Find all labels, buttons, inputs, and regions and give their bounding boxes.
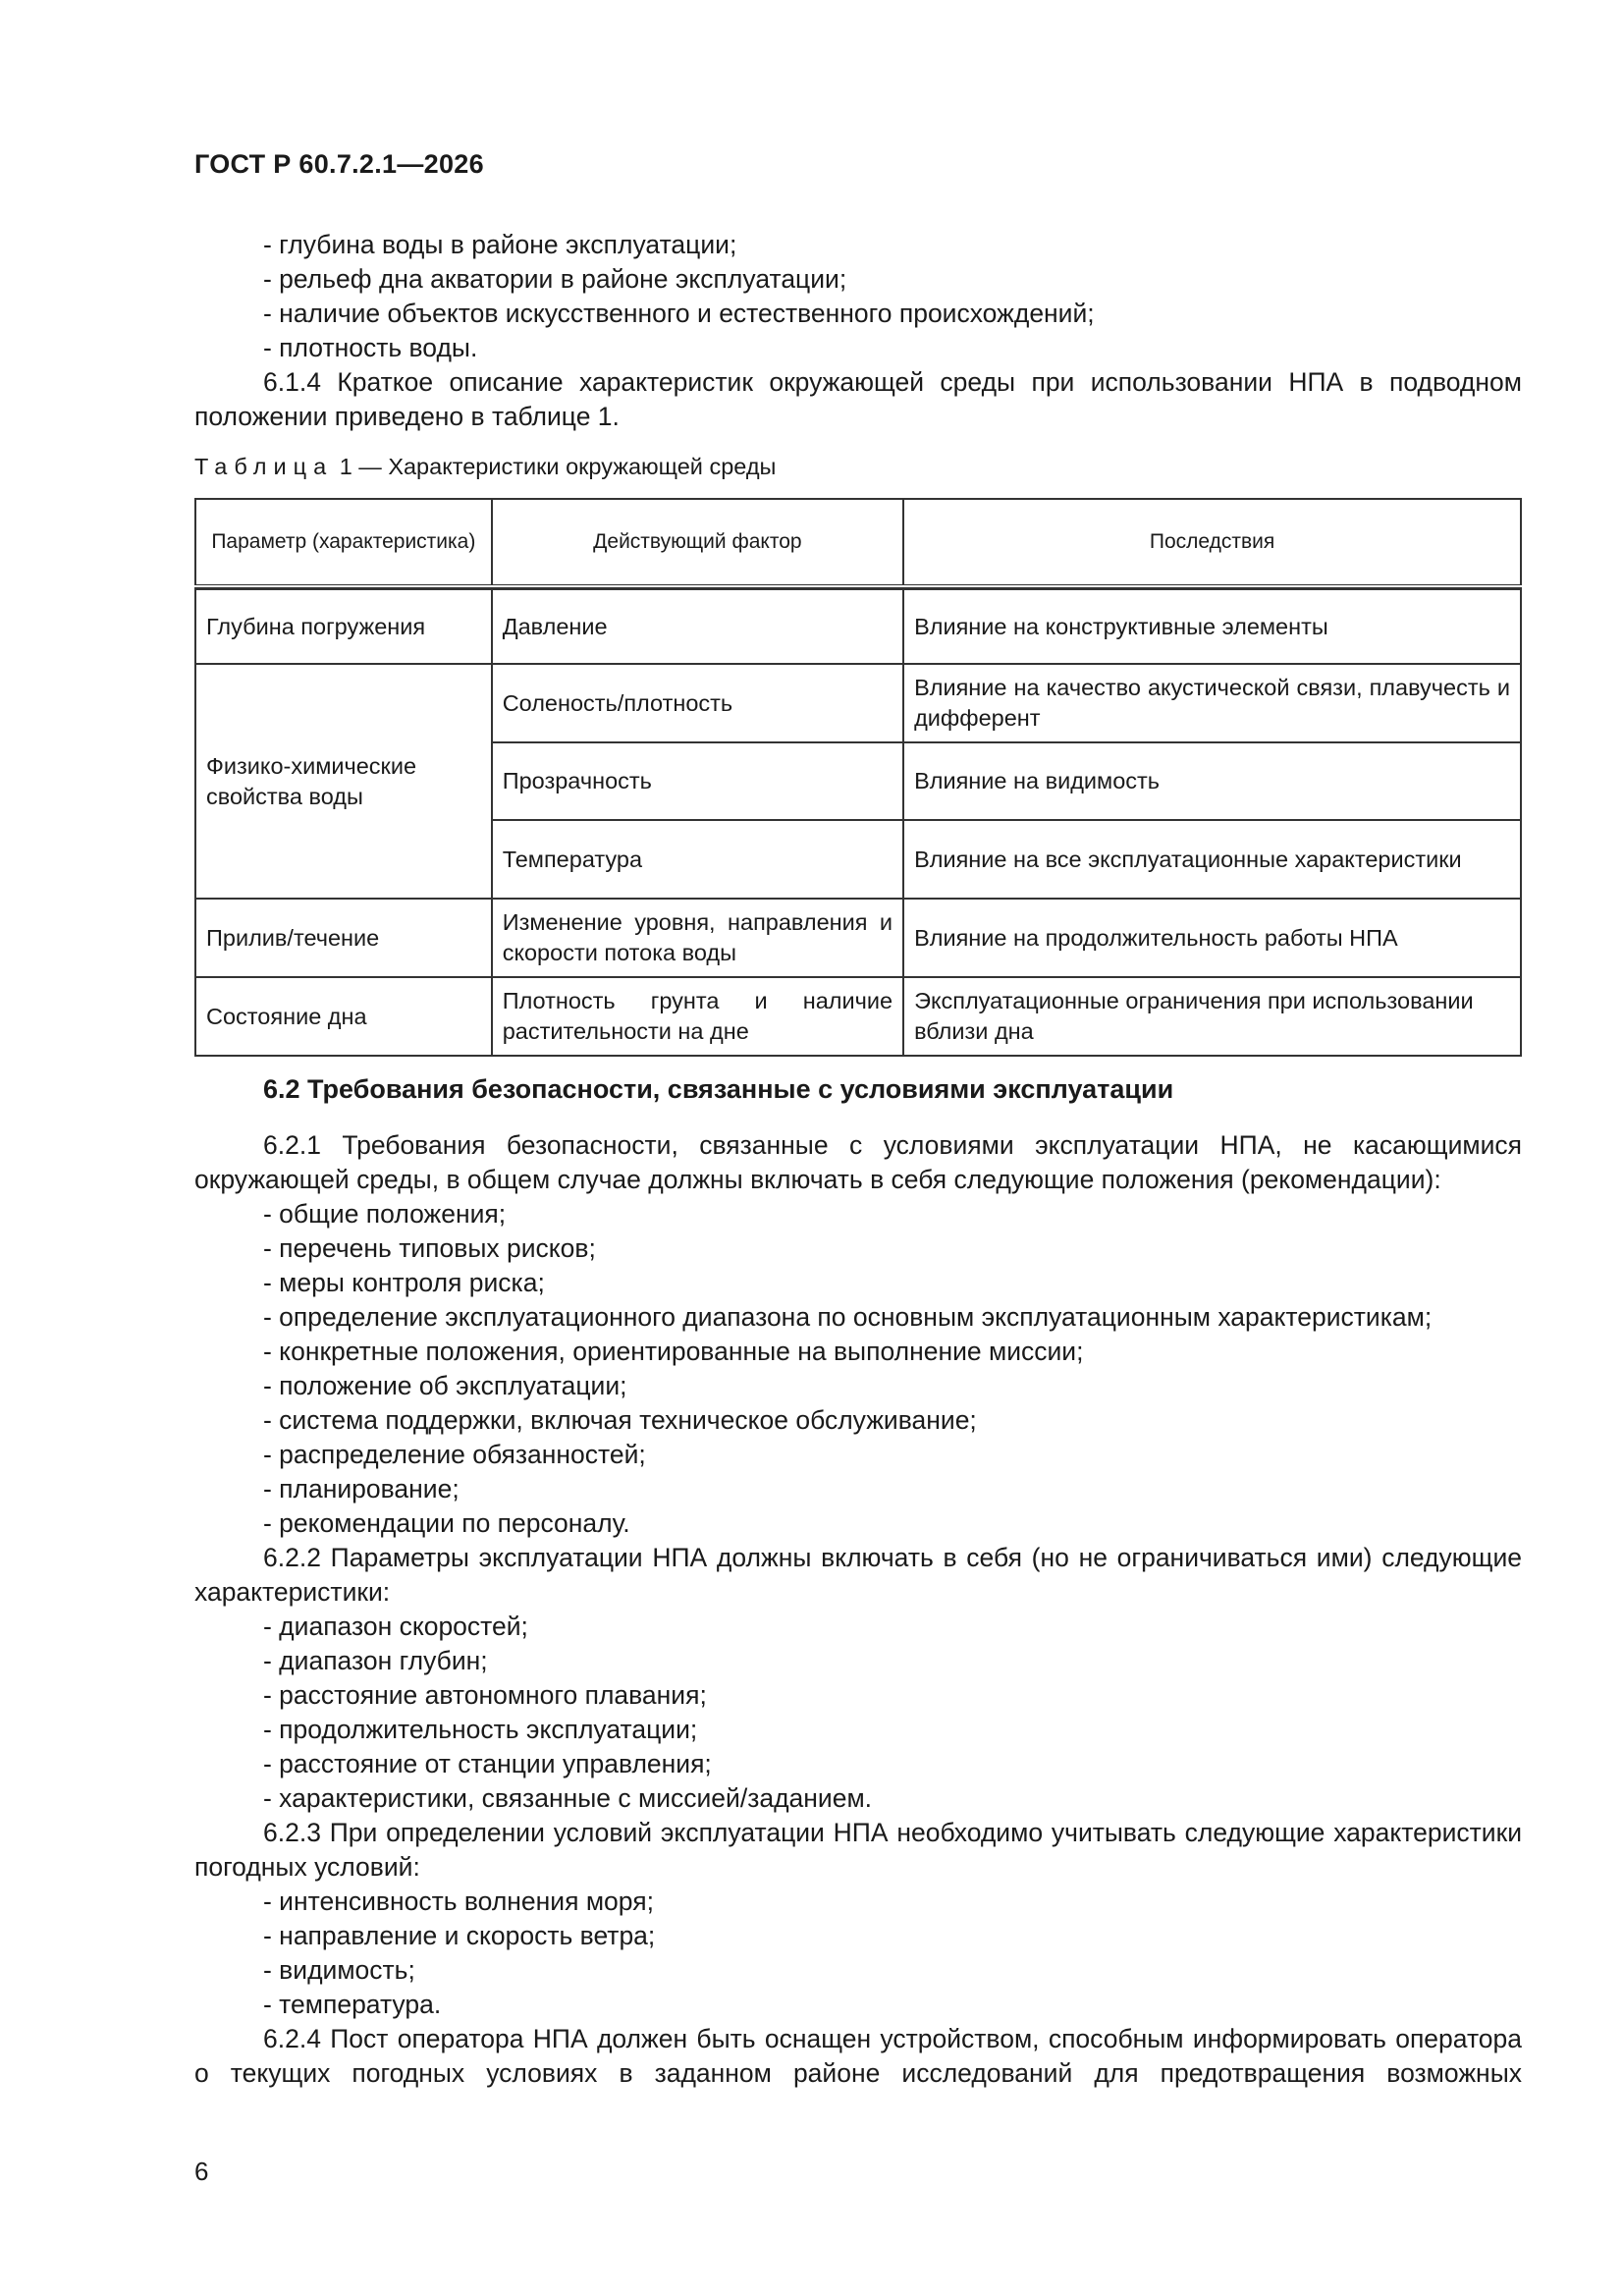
table-header-cell: Параметр (характеристика) <box>195 499 492 586</box>
table-cell: Влияние на все эксплуатационные характеристики <box>903 820 1521 899</box>
table-cell: Прилив/течение <box>195 899 492 977</box>
table-header-cell: Последствия <box>903 499 1521 586</box>
table-cell: Влияние на видимость <box>903 742 1521 820</box>
table-row <box>195 589 1521 664</box>
table-cell: Прозрачность <box>492 742 903 820</box>
table-cell: Физико-химические свойства воды <box>195 664 492 899</box>
table-cell: Влияние на конструктивные элементы <box>903 589 1521 664</box>
paragraph-6-2-2: 6.2.2 Параметры эксплуатации НПА должны включать в себя (но не ограничиваться ими) следующие характеристики: <box>194 1543 1522 1607</box>
list-item: - определение эксплуатационного диапазона по основным эксплуатационным характеристикам; <box>263 1302 1433 1332</box>
table-cell: Изменение уровня, направления и скорости потока воды <box>492 899 903 977</box>
list-item: - распределение обязанностей; <box>263 1440 646 1469</box>
list-item: - продолжительность эксплуатации; <box>263 1715 698 1744</box>
list-item: - меры контроля риска; <box>263 1268 545 1297</box>
paragraph-6-2-3: 6.2.3 При определении условий эксплуатации НПА необходимо учитывать следующие характеристики погодных условий: <box>194 1818 1522 1882</box>
table-cell: Состояние дна <box>195 977 492 1056</box>
list-item: - видимость; <box>263 1955 415 1985</box>
table-cell: Соленость/плотность <box>492 664 903 742</box>
list-item: - общие положения; <box>263 1199 507 1229</box>
list-item: - расстояние автономного плавания; <box>263 1680 707 1710</box>
table-cell: Давление <box>492 589 903 664</box>
list-item: - диапазон глубин; <box>263 1646 488 1675</box>
list-item: - интенсивность волнения моря; <box>263 1886 654 1916</box>
list-item: - диапазон скоростей; <box>263 1612 528 1641</box>
document-header: ГОСТ Р 60.7.2.1—2026 <box>194 149 484 179</box>
list-item: - планирование; <box>263 1474 460 1503</box>
page-number: 6 <box>194 2157 209 2186</box>
paragraph-6-1-4: 6.1.4 Краткое описание характеристик окружающей среды при использовании НПА в подводном положении приведено в таблице 1. <box>194 367 1522 431</box>
list-item: - рельеф дна акватории в районе эксплуатации; <box>263 264 847 294</box>
list-item: - глубина воды в районе эксплуатации; <box>263 230 737 259</box>
list-item: - характеристики, связанные с миссией/заданием. <box>263 1783 873 1813</box>
table-caption-title: 1 — Характеристики окружающей среды <box>339 454 777 479</box>
table-header-row <box>195 499 1521 586</box>
list-item: - перечень типовых рисков; <box>263 1233 596 1263</box>
table-cell: Глубина погружения <box>195 589 492 664</box>
list-item: - наличие объектов искусственного и естественного происхождений; <box>263 299 1095 328</box>
table-cell: Плотность грунта и наличие растительности на дне <box>492 977 903 1056</box>
table-cell: Эксплуатационные ограничения при использовании вблизи дна <box>903 977 1521 1056</box>
table-caption-word: Таблица <box>194 454 334 479</box>
list-item: - температура. <box>263 1990 442 2019</box>
section-heading-6-2: 6.2 Требования безопасности, связанные с условиями эксплуатации <box>263 1074 1174 1104</box>
paragraph-6-2-1: 6.2.1 Требования безопасности, связанные с условиями эксплуатации НПА, не касающимися окружающей среды, в общем случае должны включать в себя следующие положения (рекомендации): <box>194 1130 1522 1194</box>
list-item: - направление и скорость ветра; <box>263 1921 656 1950</box>
table-header-cell: Действующий фактор <box>492 499 903 586</box>
table-row <box>195 899 1521 977</box>
table-row <box>195 664 1521 742</box>
list-item: - положение об эксплуатации; <box>263 1371 627 1400</box>
list-item: - конкретные положения, ориентированные на выполнение миссии; <box>263 1337 1084 1366</box>
table-cell: Влияние на качество акустической связи, плавучесть и дифферент <box>903 664 1521 742</box>
list-item: - плотность воды. <box>263 333 478 362</box>
table-row <box>195 977 1521 1056</box>
list-item: - система поддержки, включая техническое обслуживание; <box>263 1405 977 1435</box>
table-cell: Влияние на продолжительность работы НПА <box>903 899 1521 977</box>
table-cell: Температура <box>492 820 903 899</box>
list-item: - рекомендации по персоналу. <box>263 1508 630 1538</box>
list-item: - расстояние от станции управления; <box>263 1749 712 1778</box>
paragraph-6-2-4: 6.2.4 Пост оператора НПА должен быть оснащен устройством, способным информировать оператора о текущих погодных условиях в заданном районе исследований для предотвращения возможных <box>194 2024 1522 2088</box>
environment-table <box>194 498 1522 1057</box>
table-caption <box>194 454 776 480</box>
